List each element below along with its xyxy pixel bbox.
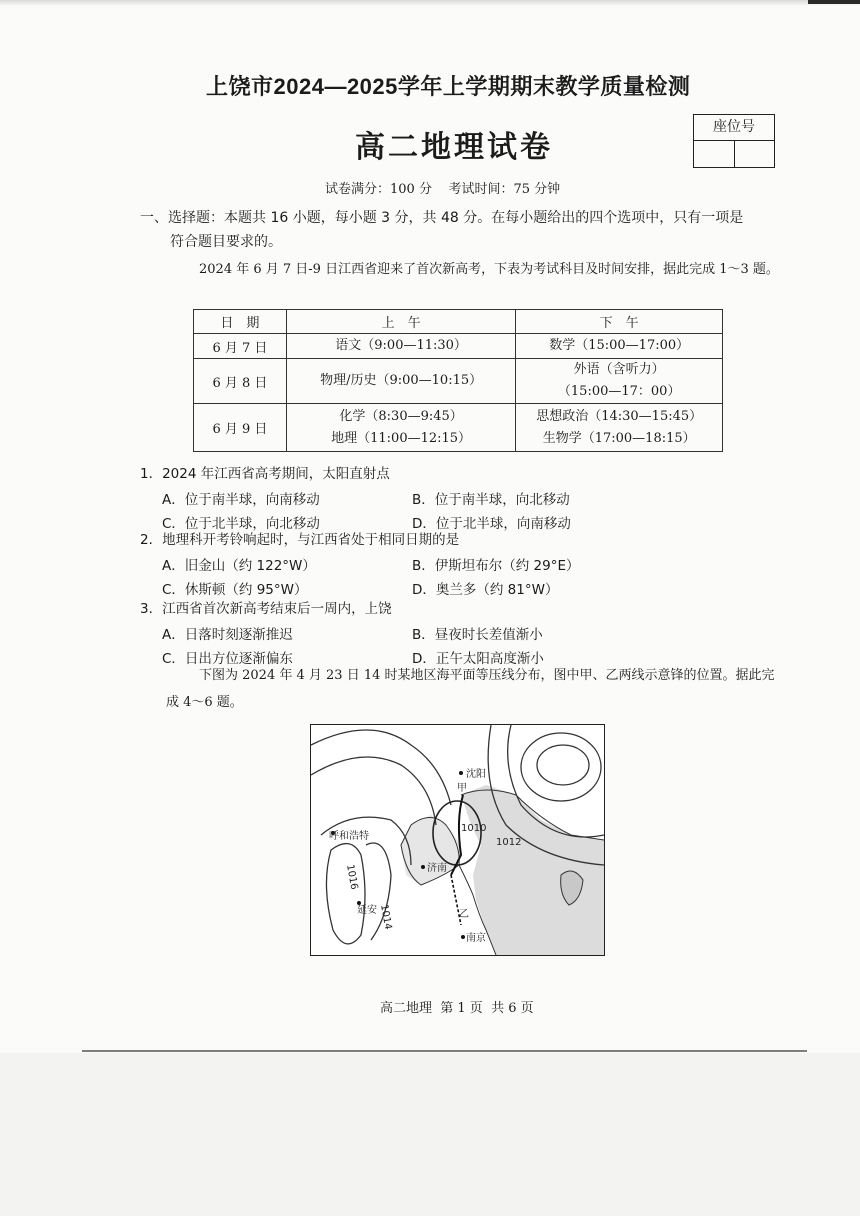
exam-schedule-table [193, 309, 723, 452]
front-label-yi: 乙 [459, 909, 469, 920]
isobar-map [311, 725, 604, 955]
seat-number-box [693, 114, 775, 168]
question-1 [140, 462, 760, 530]
table-header-morning: 上 午 [286, 310, 516, 334]
table-header-date: 日 期 [194, 310, 287, 334]
subject-title: 高二地理试卷 [355, 130, 553, 165]
seat-number-cells [694, 141, 774, 167]
city-dot [461, 935, 465, 939]
isobar-line [311, 757, 436, 825]
question-stem: 2．地理科开考铃响起时，与江西省处于相同日期的是 [140, 532, 460, 548]
section-heading-line: 符合题目要求的。 [170, 234, 282, 250]
city-label: 南京 [466, 933, 486, 944]
table-cell-afternoon: 外语（含听力） （15:00—17：00） [516, 359, 723, 404]
question-3 [140, 597, 760, 665]
option-c: C．日出方位逐渐偏东 [162, 651, 293, 667]
question-stem: 1．2024 年江西省高考期间，太阳直射点 [140, 466, 390, 482]
seat-number-label: 座位号 [694, 115, 774, 141]
front-label-jia: 甲 [457, 783, 467, 794]
option-b: B．昼夜时长差值渐小 [412, 627, 543, 643]
table-row [194, 404, 723, 452]
scan-margin [0, 1053, 860, 1216]
scan-corner-mark [808, 0, 860, 4]
table-cell-morning: 语文（9:00—11:30） [286, 334, 516, 359]
section-heading [140, 206, 780, 254]
table-cell-afternoon: 思想政治（14:30—15:45） 生物学（17:00—18:15） [516, 404, 723, 452]
option-a: A．旧金山（约 122°W） [162, 558, 316, 574]
option-d: D．奥兰多（约 81°W） [412, 582, 559, 598]
option-b: B．伊斯坦布尔（约 29°E） [412, 558, 580, 574]
city-label: 沈阳 [466, 769, 486, 780]
table-cell-afternoon: 数学（15:00—17:00） [516, 334, 723, 359]
question-stem: 3．江西省首次新高考结束后一周内，上饶 [140, 601, 392, 617]
table-cell-date: 6 月 8 日 [194, 359, 287, 404]
isobar-label: 1010 [461, 823, 487, 834]
option-c: C．休斯顿（约 95°W） [162, 582, 308, 598]
option-a: A．位于南半球，向南移动 [162, 492, 320, 508]
isobar-line [326, 844, 365, 944]
table-row [194, 359, 723, 404]
option-d: D．位于北半球，向南移动 [412, 516, 571, 532]
section-heading-line: 一、选择题：本题共 16 小题，每小题 3 分，共 48 分。在每小题给出的四个选项中，只有一项是 [140, 210, 744, 226]
option-a: A．日落时刻逐渐推迟 [162, 627, 293, 643]
exam-title: 上饶市2024—2025学年上学期期末教学质量检测 [206, 74, 691, 99]
table-header-afternoon: 下 午 [516, 310, 723, 334]
option-d: D．正午太阳高度渐小 [412, 651, 544, 667]
option-b: B．位于南半球，向北移动 [412, 492, 570, 508]
page-bottom-line [82, 1050, 807, 1052]
city-dot [421, 865, 425, 869]
table-cell-morning: 物理/历史（9:00—10:15） [286, 359, 516, 404]
city-label: 呼和浩特 [329, 831, 369, 842]
city-label: 济南 [427, 863, 447, 874]
page-footer: 高二地理 第 1 页 共 6 页 [380, 1001, 534, 1016]
isobar-map-figure [310, 724, 605, 956]
isobar-line [311, 730, 451, 805]
table-cell-morning: 化学（8:30—9:45） 地理（11:00—12:15） [286, 404, 516, 452]
intro-paragraph-1: 2024 年 6 月 7 日-9 日江西省迎来了首次新高考，下表为考试科目及时间安排，据此完成 1～3 题。 [199, 262, 779, 277]
question-2 [140, 528, 760, 596]
isobar-label: 1012 [496, 837, 522, 848]
intro-paragraph-2: 下图为 2024 年 4 月 23 日 14 时某地区海平面等压线分布，图中甲、乙两线示意锋的位置。据此完成 4～6 题。 [166, 668, 775, 710]
isobar-label: 1014 [378, 903, 394, 931]
isobar-label: 1016 [344, 863, 360, 891]
isobar-line [537, 745, 589, 785]
option-c: C．位于北半球，向北移动 [162, 516, 320, 532]
city-label: 延安 [357, 905, 377, 916]
exam-meta: 试卷满分：100 分 考试时间：75 分钟 [325, 182, 561, 197]
scan-edge [0, 0, 860, 6]
table-cell-date: 6 月 7 日 [194, 334, 287, 359]
city-dot [459, 771, 463, 775]
table-cell-date: 6 月 9 日 [194, 404, 287, 452]
table-row [194, 334, 723, 359]
